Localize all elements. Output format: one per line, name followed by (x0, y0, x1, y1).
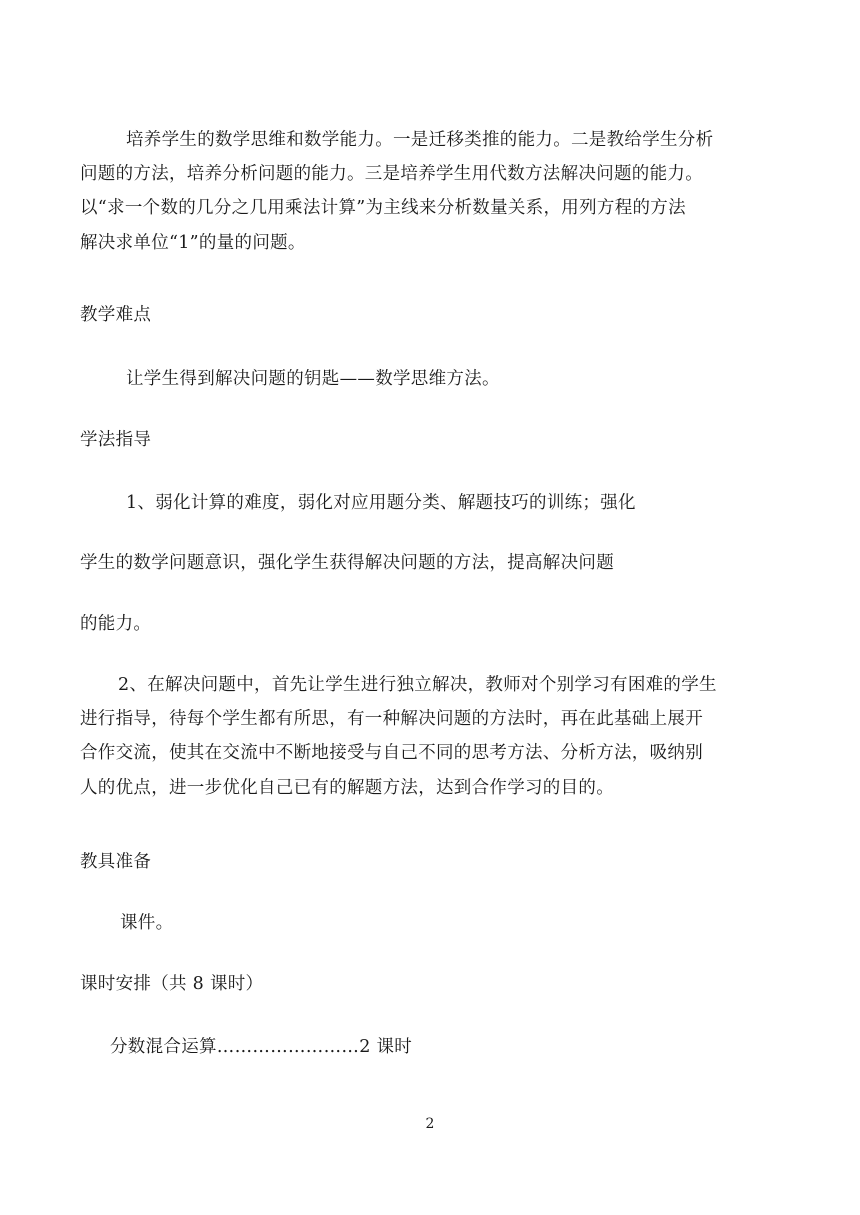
heading-lesson-schedule: 课时安排（共 8 课时） (80, 974, 264, 994)
guidance-1-line-3: 的能力。 (80, 614, 152, 634)
tools-text: 课件。 (120, 913, 174, 933)
guidance-1-line-2: 学生的数学问题意识，强化学生获得解决问题的方法，提高解决问题 (80, 553, 614, 573)
paragraph-goal-line-2: 问题的方法，培养分析问题的能力。三是培养学生用代数方法解决问题的能力。 (80, 164, 703, 184)
heading-study-guidance: 学法指导 (80, 430, 152, 450)
heading-teaching-tools: 教具准备 (80, 852, 152, 872)
guidance-1-line-1: 1、弱化计算的难度，弱化对应用题分类、解题技巧的训练；强化 (126, 493, 636, 513)
paragraph-goal-line-1: 培养学生的数学思维和数学能力。一是迁移类推的能力。二是教给学生分析 (126, 130, 714, 150)
heading-teaching-difficulty: 教学难点 (80, 305, 152, 325)
page-number: 2 (425, 1116, 435, 1132)
guidance-2-line-3: 合作交流，使其在交流中不断地接受与自己不同的思考方法、分析方法，吸纳别 (80, 743, 703, 763)
difficulty-text: 让学生得到解决问题的钥匙——数学思维方法。 (126, 369, 500, 389)
paragraph-goal-line-4: 解决求单位“1”的量的问题。 (80, 233, 306, 253)
guidance-2-line-4: 人的优点，进一步优化自己已有的解题方法，达到合作学习的目的。 (80, 778, 614, 798)
schedule-item: 分数混合运算……………………2 课时 (110, 1037, 413, 1057)
paragraph-goal-line-3: 以“求一个数的几分之几用乘法计算”为主线来分析数量关系，用列方程的方法 (80, 198, 686, 218)
guidance-2-line-2: 进行指导，待每个学生都有所思，有一种解决问题的方法时，再在此基础上展开 (80, 709, 703, 729)
guidance-2-line-1: 2、在解决问题中，首先让学生进行独立解决，教师对个别学习有困难的学生 (118, 675, 717, 695)
